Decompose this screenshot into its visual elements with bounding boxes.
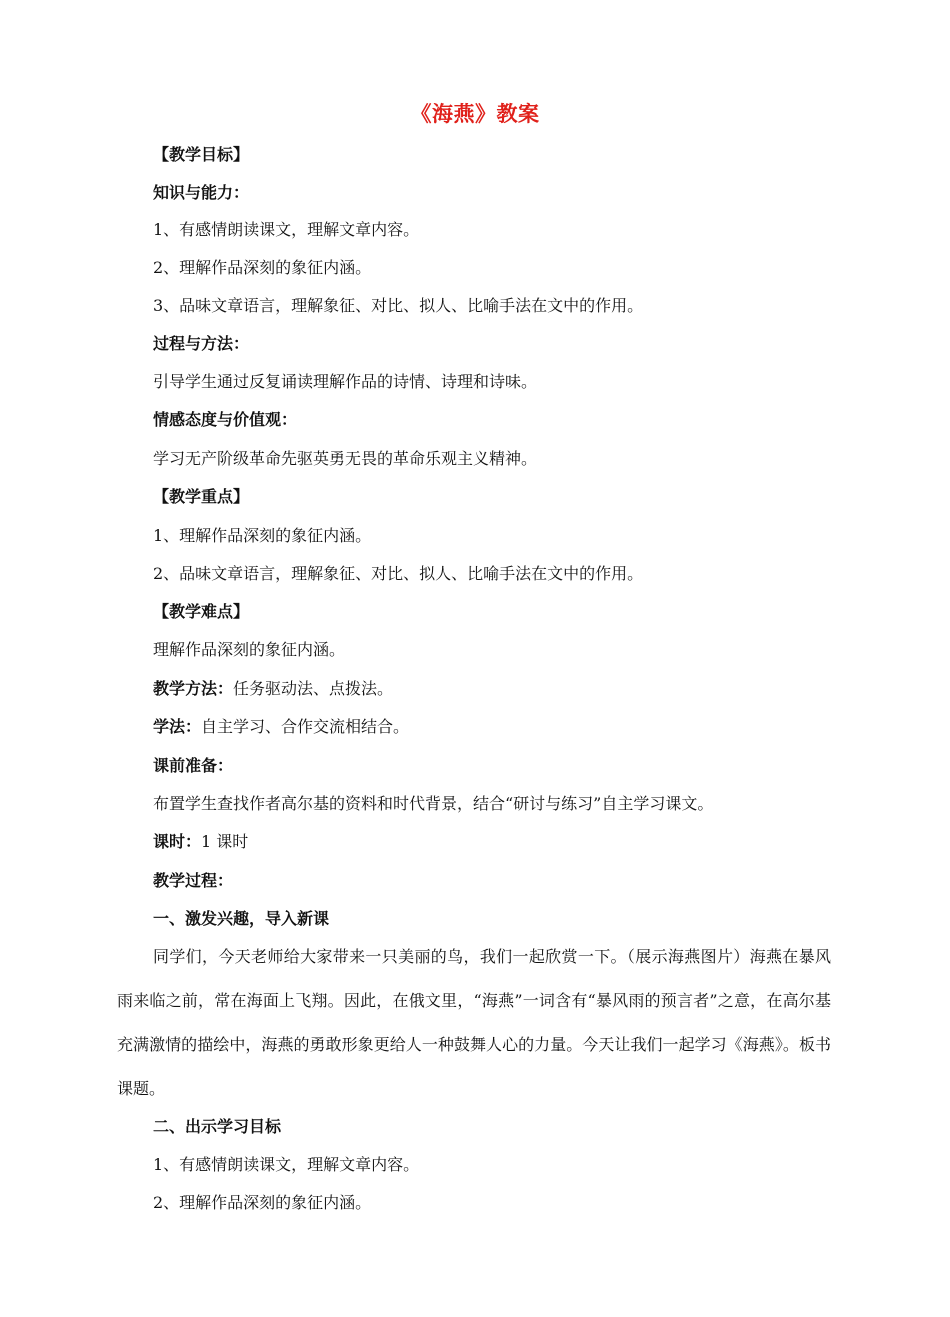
step2-item: 2、理解作品深刻的象征内涵。	[153, 1193, 372, 1212]
step1-paragraph: 同学们，今天老师给大家带来一只美丽的鸟，我们一起欣赏一下。（展示海燕图片）海燕在暴风雨来临之前，常在海面上飞翔。因此，在俄文里，“海燕”一词含有“暴风雨的预言者”之意，在高尔基充满激情的描绘中，海燕的勇敢形象更给人一种鼓舞人心的力量。今天让我们一起学习《海燕》。板书课题。	[117, 947, 831, 1098]
emotion-text: 学习无产阶级革命先驱英勇无畏的革命乐观主义精神。	[153, 449, 538, 468]
document-title: 《海燕》教案	[410, 102, 540, 126]
step2-heading: 二、出示学习目标	[153, 1117, 282, 1136]
method-line	[153, 678, 393, 700]
method-text: 任务驱动法、点拨法。	[233, 679, 394, 698]
emotion-heading: 情感态度与价值观：	[153, 410, 298, 429]
hours-line	[153, 831, 248, 853]
knowledge-item: 3、品味文章语言，理解象征、对比、拟人、比喻手法在文中的作用。	[153, 296, 644, 315]
difficult-text: 理解作品深刻的象征内涵。	[153, 640, 346, 659]
study-text: 自主学习、合作交流相结合。	[201, 717, 410, 736]
prep-text: 布置学生查找作者高尔基的资料和时代背景，结合“研讨与练习”自主学习课文。	[153, 794, 714, 813]
key-item: 2、品味文章语言，理解象征、对比、拟人、比喻手法在文中的作用。	[153, 564, 644, 583]
hours-text: 1 课时	[201, 832, 249, 851]
study-line	[153, 716, 409, 738]
method-label: 教学方法：	[153, 679, 234, 698]
process-heading: 过程与方法：	[153, 334, 250, 353]
step1-heading: 一、激发兴趣，导入新课	[153, 909, 330, 928]
knowledge-item: 2、理解作品深刻的象征内涵。	[153, 258, 372, 277]
process-text: 引导学生通过反复诵读理解作品的诗情、诗理和诗味。	[153, 372, 538, 391]
key-heading: 【教学重点】	[153, 487, 250, 506]
step2-item: 1、有感情朗读课文，理解文章内容。	[153, 1155, 420, 1174]
study-label: 学法：	[153, 717, 202, 736]
hours-label: 课时：	[153, 832, 202, 851]
steps-heading: 教学过程：	[153, 871, 234, 890]
prep-heading: 课前准备：	[153, 756, 234, 775]
key-item: 1、理解作品深刻的象征内涵。	[153, 526, 372, 545]
knowledge-item: 1、有感情朗读课文，理解文章内容。	[153, 220, 420, 239]
difficult-heading: 【教学难点】	[153, 602, 250, 621]
knowledge-heading: 知识与能力：	[153, 183, 250, 202]
goals-heading: 【教学目标】	[153, 145, 250, 164]
